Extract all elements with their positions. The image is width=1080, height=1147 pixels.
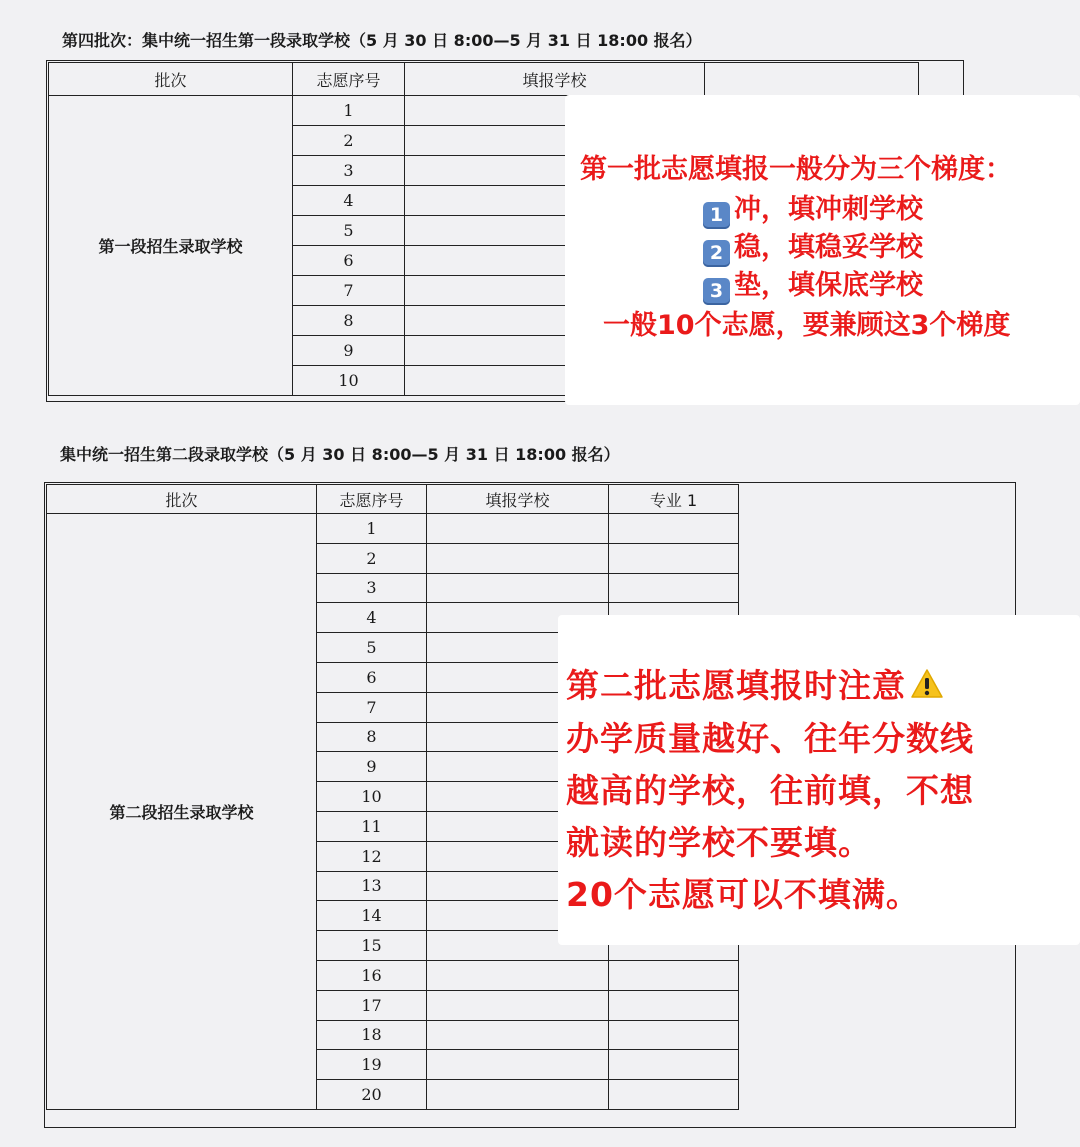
choice-number: 4 <box>293 186 405 216</box>
extra-cell[interactable] <box>609 514 739 544</box>
extra-cell[interactable] <box>609 1080 739 1110</box>
choice-number: 10 <box>317 782 427 812</box>
batch-group-label: 第一段招生录取学校 <box>49 96 293 396</box>
note2-line-text: 第二批志愿填报时注意 <box>566 666 906 705</box>
choice-number: 15 <box>317 931 427 961</box>
extra-cell[interactable] <box>609 543 739 573</box>
note1-item-text: 稳，填稳妥学校 <box>734 232 923 263</box>
choice-number: 8 <box>293 306 405 336</box>
choice-number: 9 <box>317 752 427 782</box>
header-major-1: 专业 1 <box>609 485 739 514</box>
note1-item-text: 冲，填冲刺学校 <box>734 194 923 225</box>
school-cell[interactable] <box>427 990 609 1020</box>
school-cell[interactable] <box>427 543 609 573</box>
note2-line: 越高的学校，往前填，不想 <box>566 771 974 810</box>
table-header-row <box>47 485 739 514</box>
choice-number: 2 <box>317 543 427 573</box>
choice-number: 2 <box>293 126 405 156</box>
extra-cell[interactable] <box>609 960 739 990</box>
note1-item <box>703 263 923 305</box>
school-cell[interactable] <box>427 960 609 990</box>
note2-line: 20个志愿可以不填满。 <box>566 875 920 914</box>
choice-number: 1 <box>293 96 405 126</box>
school-cell[interactable] <box>427 514 609 544</box>
note1-item <box>703 225 923 267</box>
keycap-3-icon: 3 <box>703 278 730 305</box>
choice-number: 13 <box>317 871 427 901</box>
choice-number: 19 <box>317 1050 427 1080</box>
extra-cell[interactable] <box>609 990 739 1020</box>
section2-heading: 集中统一招生第二段录取学校（5 月 30 日 8:00—5 月 31 日 18:00 报名） <box>60 445 620 464</box>
keycap-2-icon: 2 <box>703 240 730 267</box>
warning-icon <box>910 668 944 700</box>
choice-number: 9 <box>293 336 405 366</box>
annotation-note-second-batch <box>558 615 1080 945</box>
choice-number: 14 <box>317 901 427 931</box>
keycap-1-icon: 1 <box>703 202 730 229</box>
note1-footer: 一般10个志愿，要兼顾这3个梯度 <box>603 310 1011 341</box>
school-cell[interactable] <box>427 1020 609 1050</box>
annotation-note-first-batch <box>565 95 1080 405</box>
school-cell[interactable] <box>427 1080 609 1110</box>
choice-number: 8 <box>317 722 427 752</box>
choice-number: 18 <box>317 1020 427 1050</box>
note2-line: 就读的学校不要填。 <box>566 823 872 862</box>
extra-cell[interactable] <box>609 573 739 603</box>
choice-number: 3 <box>293 156 405 186</box>
note1-item-text: 垫，填保底学校 <box>734 270 923 301</box>
choice-number: 16 <box>317 960 427 990</box>
table-row <box>47 514 739 544</box>
choice-number: 4 <box>317 603 427 633</box>
batch-group-label: 第二段招生录取学校 <box>47 514 317 1110</box>
choice-number: 5 <box>293 216 405 246</box>
header-batch: 批次 <box>49 63 293 96</box>
choice-number: 5 <box>317 633 427 663</box>
choice-number: 1 <box>317 514 427 544</box>
choice-number: 6 <box>317 662 427 692</box>
section1-heading: 第四批次：集中统一招生第一段录取学校（5 月 30 日 8:00—5 月 31 日 18:00 报名） <box>62 31 702 50</box>
note1-item <box>703 187 923 229</box>
table-header-row <box>49 63 919 96</box>
header-school: 填报学校 <box>427 485 609 514</box>
header-blank <box>705 63 919 96</box>
header-batch: 批次 <box>47 485 317 514</box>
note2-line: 办学质量越好、往年分数线 <box>566 719 974 758</box>
choice-number: 11 <box>317 811 427 841</box>
school-cell[interactable] <box>427 1050 609 1080</box>
school-cell[interactable] <box>427 573 609 603</box>
header-choice-number: 志愿序号 <box>317 485 427 514</box>
choice-number: 20 <box>317 1080 427 1110</box>
header-school: 填报学校 <box>405 63 705 96</box>
extra-cell[interactable] <box>609 1020 739 1050</box>
choice-number: 3 <box>317 573 427 603</box>
choice-number: 17 <box>317 990 427 1020</box>
choice-number: 6 <box>293 246 405 276</box>
note2-line <box>566 660 944 707</box>
choice-number: 12 <box>317 841 427 871</box>
extra-cell[interactable] <box>609 1050 739 1080</box>
choice-number: 10 <box>293 366 405 396</box>
choice-number: 7 <box>293 276 405 306</box>
note1-title: 第一批志愿填报一般分为三个梯度： <box>580 154 1012 185</box>
header-choice-number: 志愿序号 <box>293 63 405 96</box>
choice-number: 7 <box>317 692 427 722</box>
